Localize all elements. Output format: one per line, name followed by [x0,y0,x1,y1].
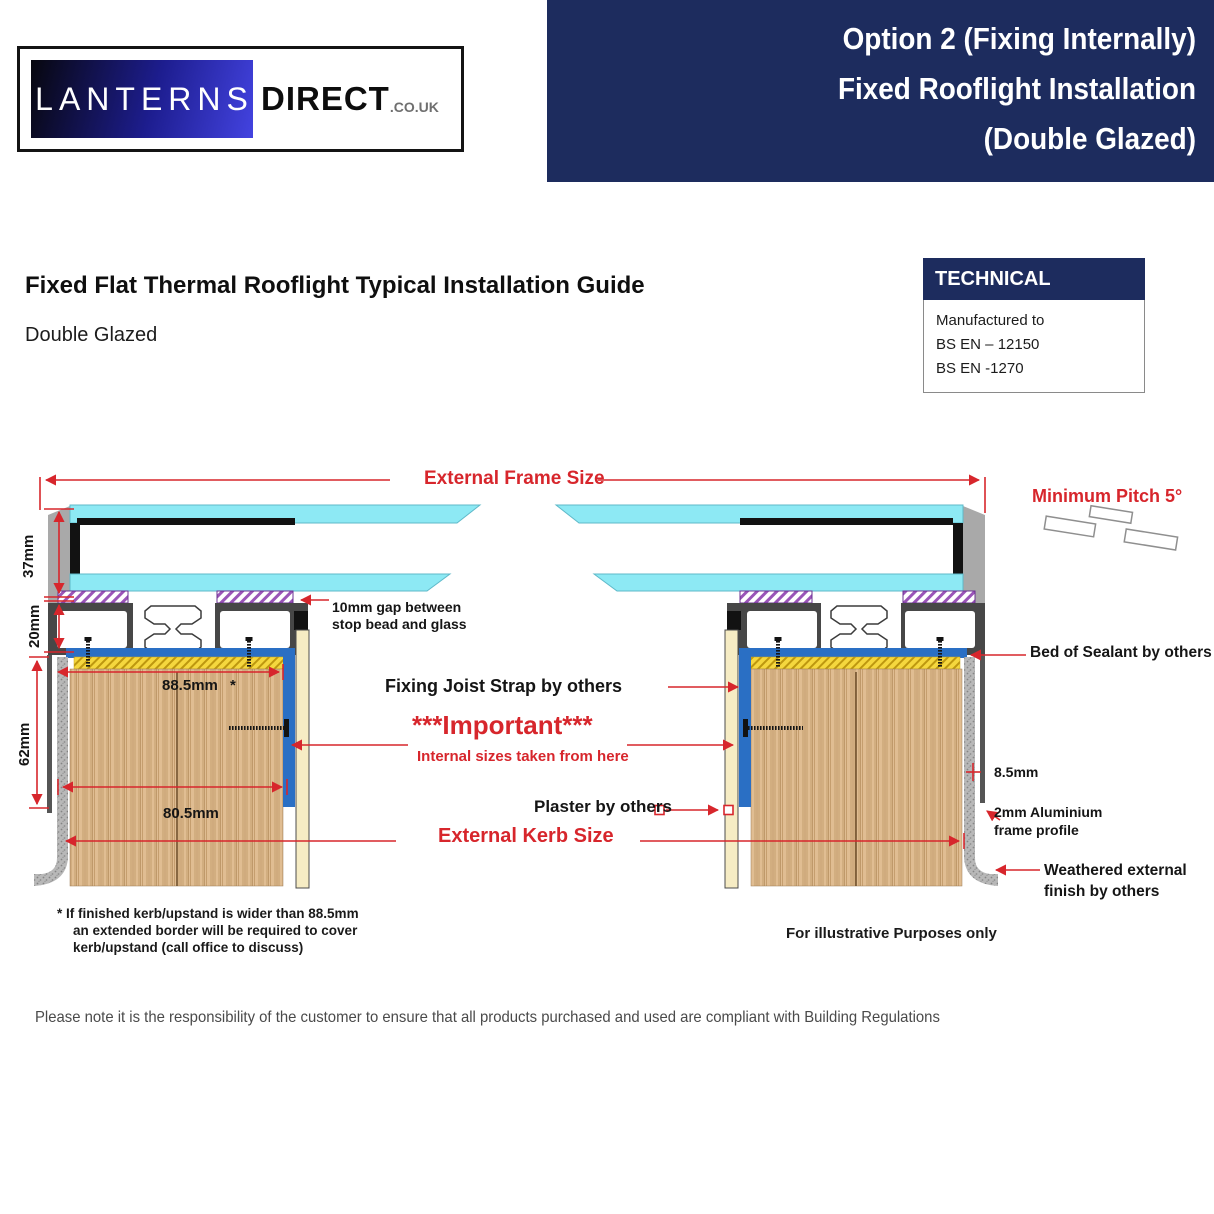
dim-62mm-label: 62mm [16,722,33,766]
left-frame-chamber-inner [220,611,290,648]
dim-20mm-label: 20mm [26,604,43,648]
pitch-plank-right [1124,529,1177,550]
left-stop-bead-inner [217,591,293,603]
alu-profile-line2: frame profile [994,822,1079,838]
right-glass-spacer [953,523,963,575]
fixing-joist-label: Fixing Joist Strap by others [385,676,623,696]
technical-box [923,258,1145,393]
weathered-line1: Weathered external [1044,862,1187,879]
left-bottom-glass-pane [70,574,450,591]
logo-suffix: .CO.UK [389,99,439,115]
footnote-line3: kerb/upstand (call office to discuss) [73,940,304,955]
right-weathered-finish-foot [964,853,998,886]
technical-body [923,300,1145,393]
technical-line-1: Manufactured to [936,312,1045,329]
minimum-pitch-label: Minimum Pitch 5° [1032,486,1183,506]
right-bottom-glass-pane [594,574,963,591]
technical-line-3: BS EN -1270 [936,360,1024,377]
bed-of-sealant-label: Bed of Sealant by others [1030,644,1212,661]
right-frame-sill [739,648,967,658]
weathered-line2: finish by others [1044,883,1160,900]
alu-profile-label [994,803,1102,839]
right-stop-bead-inner [740,591,812,603]
dim-805mm-label: 80.5mm [163,805,219,822]
banner-line-2: Fixed Rooflight Installation [837,71,1196,106]
right-stop-bead-outer [903,591,975,603]
gap-label [332,599,467,633]
right-frame-chamber-inner [747,611,817,648]
plaster-node-right [724,806,733,815]
option-banner [547,0,1214,182]
technical-line-2: BS EN – 12150 [936,336,1040,353]
external-kerb-size-label: External Kerb Size [438,825,614,847]
left-weathered-finish-foot [34,853,68,886]
dim-37mm-label: 37mm [20,534,37,578]
left-frame-sill [66,648,295,658]
right-assembly [556,505,998,888]
pitch-plank-top [1089,506,1132,523]
dim-885mm-label [162,677,236,694]
right-plasterboard [725,630,738,888]
gap-label-line1: 10mm gap between [332,599,462,615]
plaster-label: Plaster by others [534,797,672,816]
right-aluminium-frame-profile-edge [980,655,985,803]
left-plasterboard [296,630,309,888]
footnote-line1: * If finished kerb/upstand is wider than 88.5mm [57,906,359,921]
left-glass-spacer [70,523,80,575]
footnote-line2: an extended border will be required to cover [73,923,358,938]
page-subtitle: Double Glazed [25,324,158,346]
technical-heading: TECHNICAL [923,258,1145,300]
left-sealant-bed [74,657,288,669]
external-frame-size-label: External Frame Size [424,468,605,489]
left-gasket-block [294,611,308,630]
pitch-plank-left [1044,516,1095,537]
left-glass-edge-seal [77,518,295,525]
left-aluminium-frame-profile-edge [47,655,52,813]
dim-885-value: 88.5mm [162,677,218,694]
banner-line-1: Option 2 (Fixing Internally) [842,21,1196,56]
logo-blue-panel [31,60,253,138]
important-label: ***Important*** [412,710,593,740]
lanterns-direct-logo [17,46,464,152]
internal-sizes-label: Internal sizes taken from here [417,748,629,765]
weathered-label [1044,860,1187,902]
page-title: Fixed Flat Thermal Rooflight Typical Installation Guide [25,272,645,299]
right-gasket-block [727,611,741,630]
minimum-pitch-icon [1044,506,1177,550]
right-glass-edge-seal [740,518,953,525]
illustrative-note: For illustrative Purposes only [786,925,997,942]
dim-85mm-label: 8.5mm [994,764,1039,780]
logo-word-direct: DIRECT [261,80,390,117]
kerb-footnote [57,905,359,956]
left-frame-chamber-outer [57,611,127,648]
alu-profile-line1: 2mm Aluminium [994,804,1103,820]
left-weathered-finish [57,657,68,853]
right-outer-frame-face [963,506,985,603]
right-weathered-finish [964,657,975,853]
logo-word-lanterns: LANTERNS [35,80,254,117]
banner-line-3: (Double Glazed) [983,121,1196,156]
building-regulations-disclaimer: Please note it is the responsibility of the customer to ensure that all products purchased and used are compliant with Building Regulations [35,1009,940,1026]
dim-885-asterisk: * [230,677,236,694]
gap-label-line2: stop bead and glass [332,616,467,632]
